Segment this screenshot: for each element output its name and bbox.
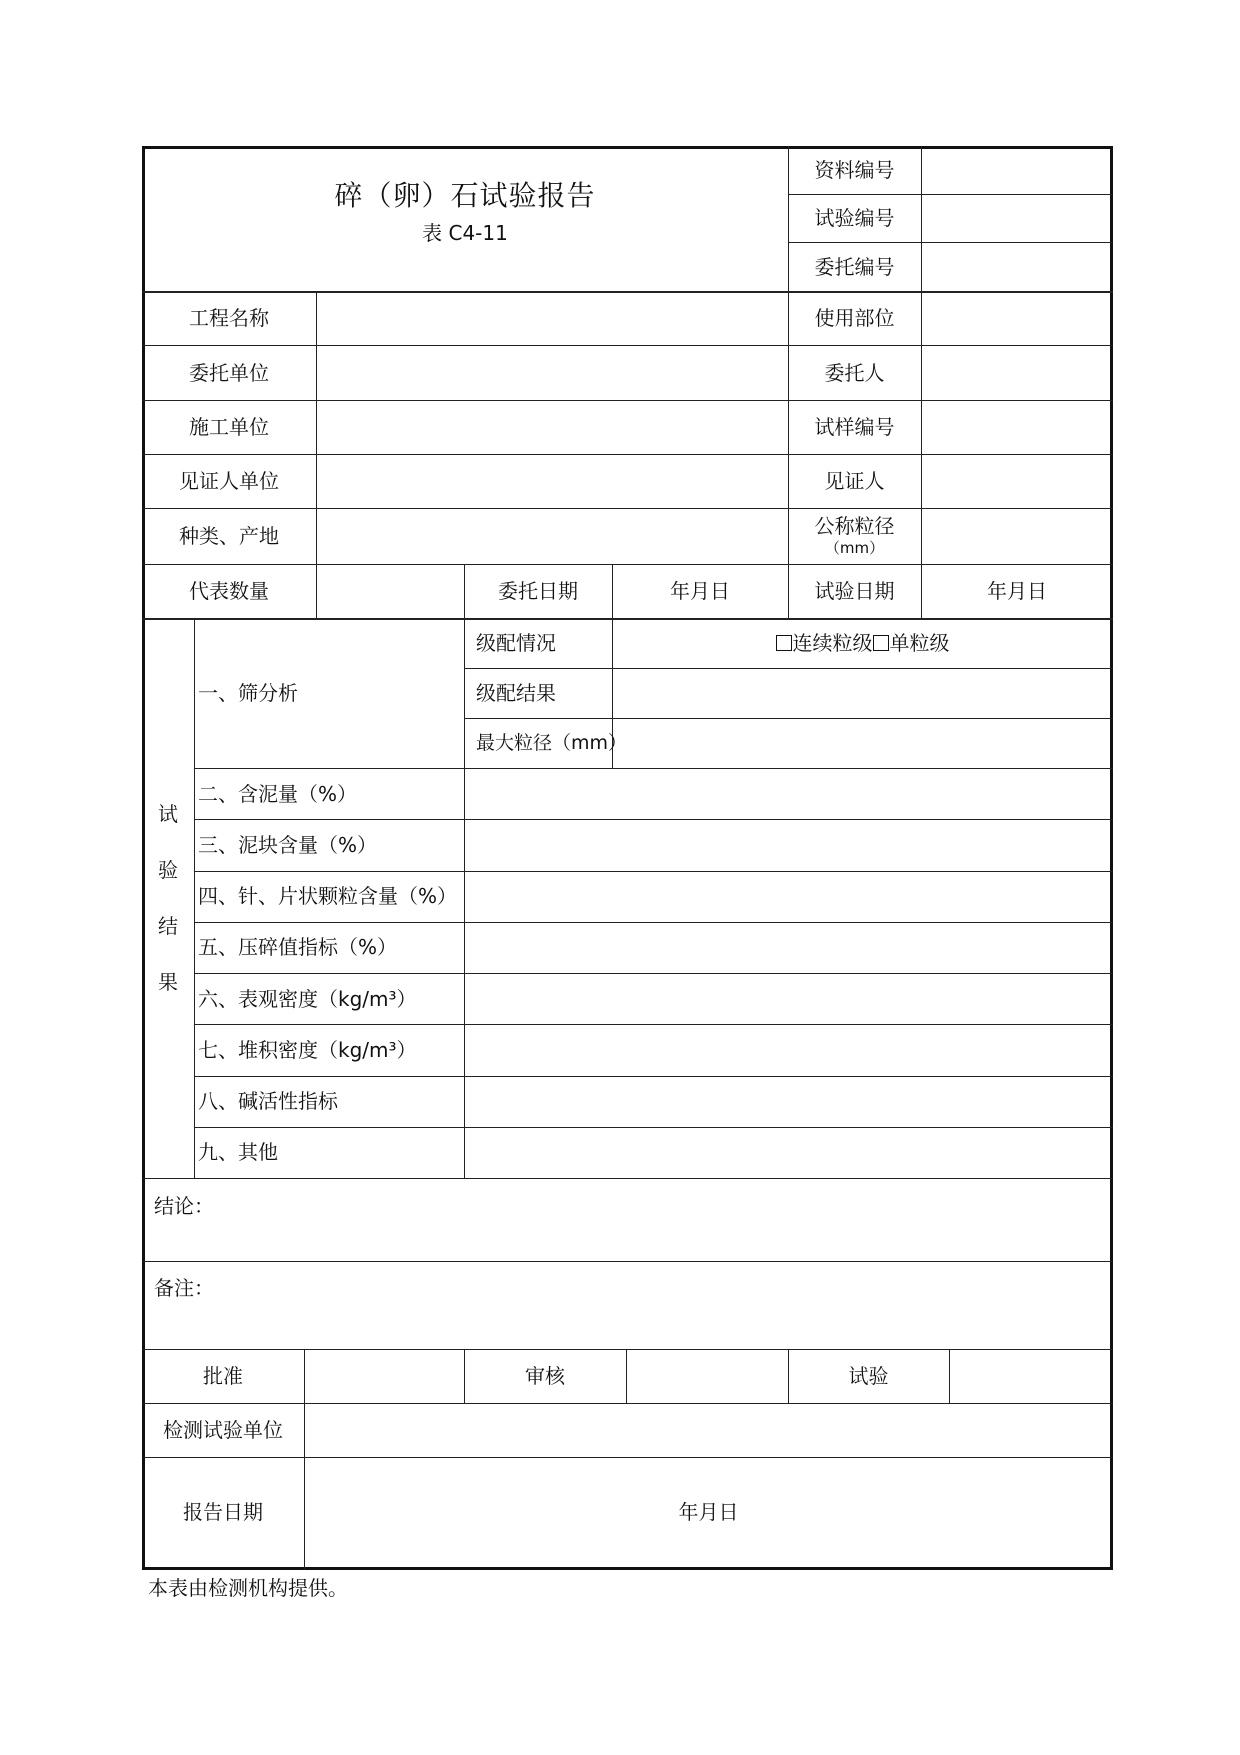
conclusion-label: 结论： — [154, 1194, 214, 1218]
field-report-date[interactable]: 年月日 — [678, 1500, 739, 1524]
label-project-name: 工程名称 — [189, 306, 269, 330]
label-nominal-size — [788, 508, 921, 564]
side-char-3: 结 — [158, 914, 178, 938]
field-type-origin[interactable] — [316, 508, 788, 564]
label-witness: 见证人 — [824, 469, 885, 493]
label-quantity: 代表数量 — [189, 579, 269, 603]
single-grading-checkbox[interactable] — [873, 635, 889, 651]
field-lab-unit[interactable] — [304, 1403, 1113, 1457]
results-side-label — [142, 618, 194, 1178]
side-char-4: 果 — [158, 970, 178, 994]
label-construction-unit: 施工单位 — [189, 415, 269, 439]
label-report-date: 报告日期 — [183, 1500, 263, 1524]
label-commission-number: 委托编号 — [814, 254, 895, 279]
nominal-size-unit: （mm） — [824, 539, 885, 557]
field-other[interactable] — [464, 1127, 1113, 1178]
field-commission-number[interactable] — [921, 242, 1113, 291]
field-quantity[interactable] — [316, 564, 464, 618]
remarks-label: 备注： — [154, 1276, 214, 1300]
label-flaky-particle-content: 四、针、片状颗粒含量（%） — [198, 884, 458, 909]
single-grading-label: 单粒级 — [889, 631, 950, 655]
side-char-2: 验 — [158, 858, 178, 882]
field-nominal-size[interactable] — [921, 508, 1113, 564]
sieve-analysis-label: 一、筛分析 — [198, 681, 298, 705]
label-apparent-density: 六、表观密度（kg/m³） — [198, 986, 417, 1011]
field-test-date[interactable]: 年月日 — [987, 579, 1047, 603]
form-title: 碎（卵）石试验报告 — [334, 179, 596, 213]
label-test: 试验 — [848, 1364, 889, 1388]
label-approve: 批准 — [203, 1364, 243, 1388]
field-witness[interactable] — [921, 454, 1113, 508]
label-sample-number: 试样编号 — [814, 415, 895, 439]
field-client-person[interactable] — [921, 345, 1113, 400]
field-test-number[interactable] — [921, 194, 1113, 242]
label-lab-unit: 检测试验单位 — [163, 1418, 283, 1442]
grading-options — [612, 618, 1113, 668]
continuous-grading-checkbox[interactable] — [776, 635, 792, 651]
label-test-number: 试验编号 — [814, 206, 895, 230]
field-project-name[interactable] — [316, 291, 788, 345]
label-max-size: 最大粒径（mm） — [476, 731, 628, 754]
label-commission-date: 委托日期 — [498, 579, 578, 603]
field-test[interactable] — [949, 1349, 1113, 1403]
label-grading-status: 级配情况 — [476, 631, 556, 655]
nominal-size-text: 公称粒径 — [814, 514, 895, 538]
field-crushing-index[interactable] — [464, 922, 1113, 973]
field-max-size[interactable] — [612, 718, 1113, 768]
label-other: 九、其他 — [198, 1140, 278, 1165]
field-data-number[interactable] — [921, 146, 1113, 194]
field-usage-part[interactable] — [921, 291, 1113, 345]
label-client-unit: 委托单位 — [189, 360, 269, 385]
field-apparent-density[interactable] — [464, 973, 1113, 1024]
field-review[interactable] — [626, 1349, 788, 1403]
label-alkali-activity: 八、碱活性指标 — [198, 1089, 338, 1114]
label-clay-lump-content: 三、泥块含量（%） — [198, 832, 378, 857]
label-test-date: 试验日期 — [814, 579, 895, 603]
footer-note: 本表由检测机构提供。 — [148, 1576, 348, 1600]
field-construction-unit[interactable] — [316, 400, 788, 454]
field-approve[interactable] — [304, 1349, 464, 1403]
continuous-grading-label: 连续粒级 — [792, 631, 873, 655]
field-sample-number[interactable] — [921, 400, 1113, 454]
field-flaky-particle-content[interactable] — [464, 871, 1113, 922]
label-review: 审核 — [525, 1364, 565, 1388]
side-char-1: 试 — [158, 802, 178, 826]
field-grading-result[interactable] — [612, 668, 1113, 718]
field-client-unit[interactable] — [316, 345, 788, 400]
label-usage-part: 使用部位 — [814, 306, 895, 330]
field-alkali-activity[interactable] — [464, 1076, 1113, 1127]
field-witness-unit[interactable] — [316, 454, 788, 508]
field-commission-date[interactable]: 年月日 — [670, 579, 730, 603]
label-data-number: 资料编号 — [814, 158, 895, 182]
label-type-origin: 种类、产地 — [179, 524, 279, 548]
label-grading-result: 级配结果 — [476, 681, 556, 705]
label-client-person: 委托人 — [824, 360, 885, 385]
report-form — [142, 146, 1113, 1570]
field-clay-lump-content[interactable] — [464, 819, 1113, 870]
field-mud-content[interactable] — [464, 768, 1113, 819]
label-mud-content: 二、含泥量（%） — [198, 781, 358, 806]
form-code: 表 C4-11 — [422, 221, 508, 245]
label-crushing-index: 五、压碎值指标（%） — [198, 935, 398, 960]
label-bulk-density: 七、堆积密度（kg/m³） — [198, 1037, 417, 1062]
label-witness-unit: 见证人单位 — [179, 469, 279, 493]
field-bulk-density[interactable] — [464, 1024, 1113, 1075]
